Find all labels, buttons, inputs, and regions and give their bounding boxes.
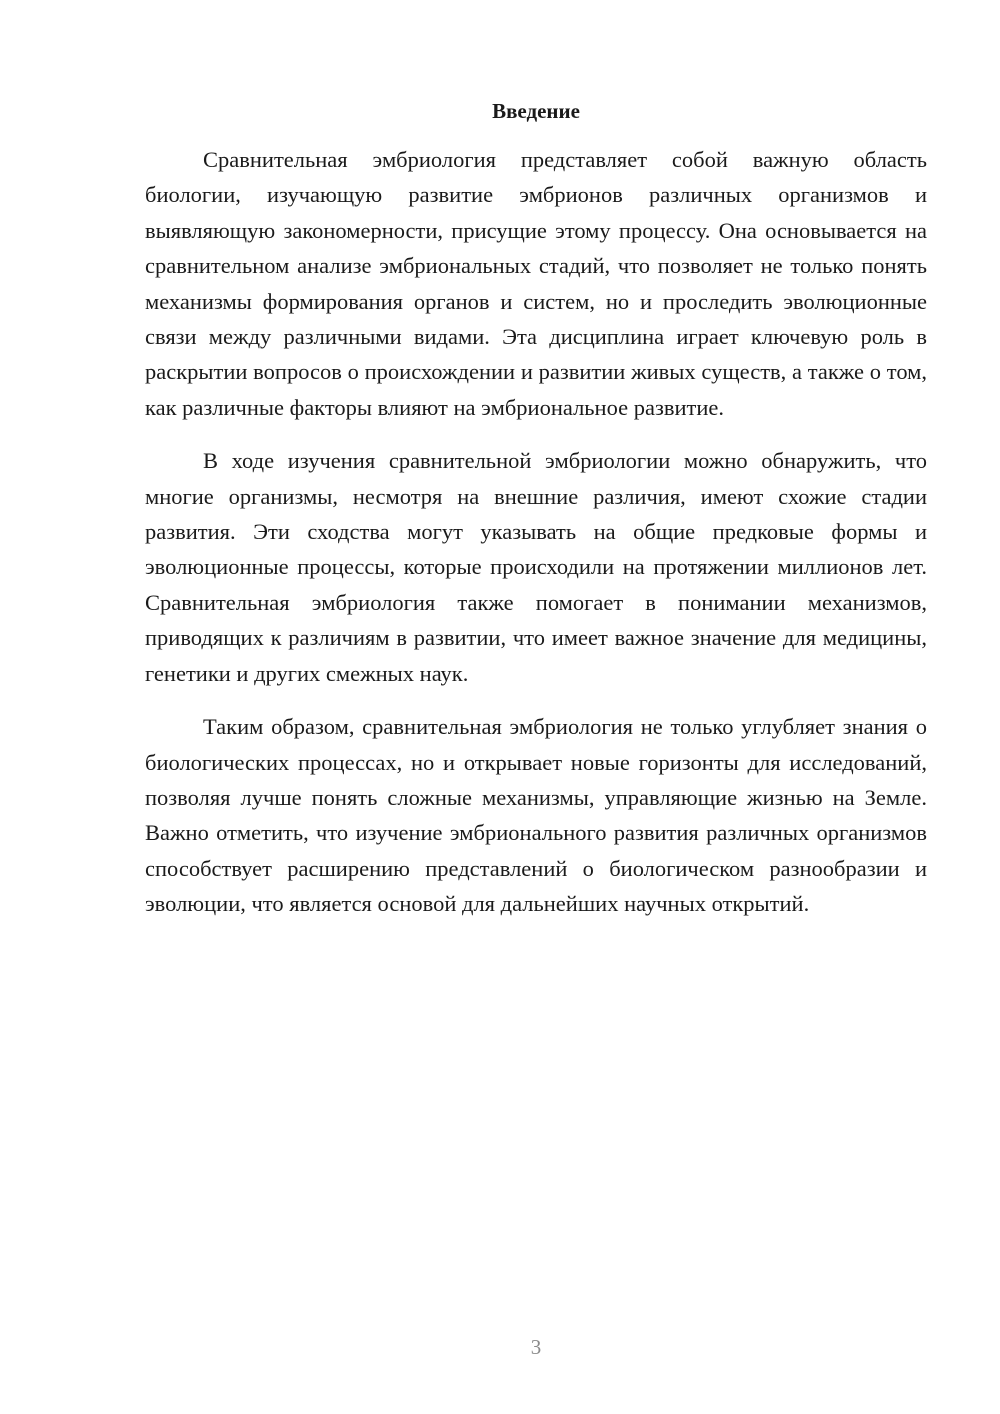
paragraph-3: Таким образом, сравнительная эмбриология не только углубляет знания о биологических процессах, но и открывает новые горизонты для исследований, позволяя лучше понять сложные механизмы, управляющие жизнью на Земле. Важно отметить, что изучение эмбрионального развития различных организмов способствует расширению представлений о биологическом разнообразии и эволюции, что является основой для дальнейших научных открытий. (145, 714, 927, 917)
body-text (145, 142, 927, 940)
page-number: 3 (530, 1335, 542, 1359)
paragraph-1: Сравнительная эмбриология представляет собой важную область биологии, изучающую развитие эмбрионов различных организмов и выявляющую закономерности, присущие этому процессу. Она основывается на сравнительном анализе эмбриональных стадий, что позволяет не только понять механизмы формирования органов и систем, но и проследить эволюционные связи между различными видами. Эта дисциплина играет ключевую роль в раскрытии вопросов о происхождении и развитии живых существ, а также о том, как различные факторы влияют на эмбриональное развитие. (145, 147, 927, 420)
section-heading: Введение (492, 99, 580, 123)
paragraph-2: В ходе изучения сравнительной эмбриологии можно обнаружить, что многие организмы, несмотря на внешние различия, имеют схожие стадии развития. Эти сходства могут указывать на общие предковые формы и эволюционные процессы, которые происходили на протяжении миллионов лет. Сравнительная эмбриология также помогает в понимании механизмов, приводящих к различиям в развитии, что имеет важное значение для медицины, генетики и других смежных наук. (145, 448, 927, 686)
